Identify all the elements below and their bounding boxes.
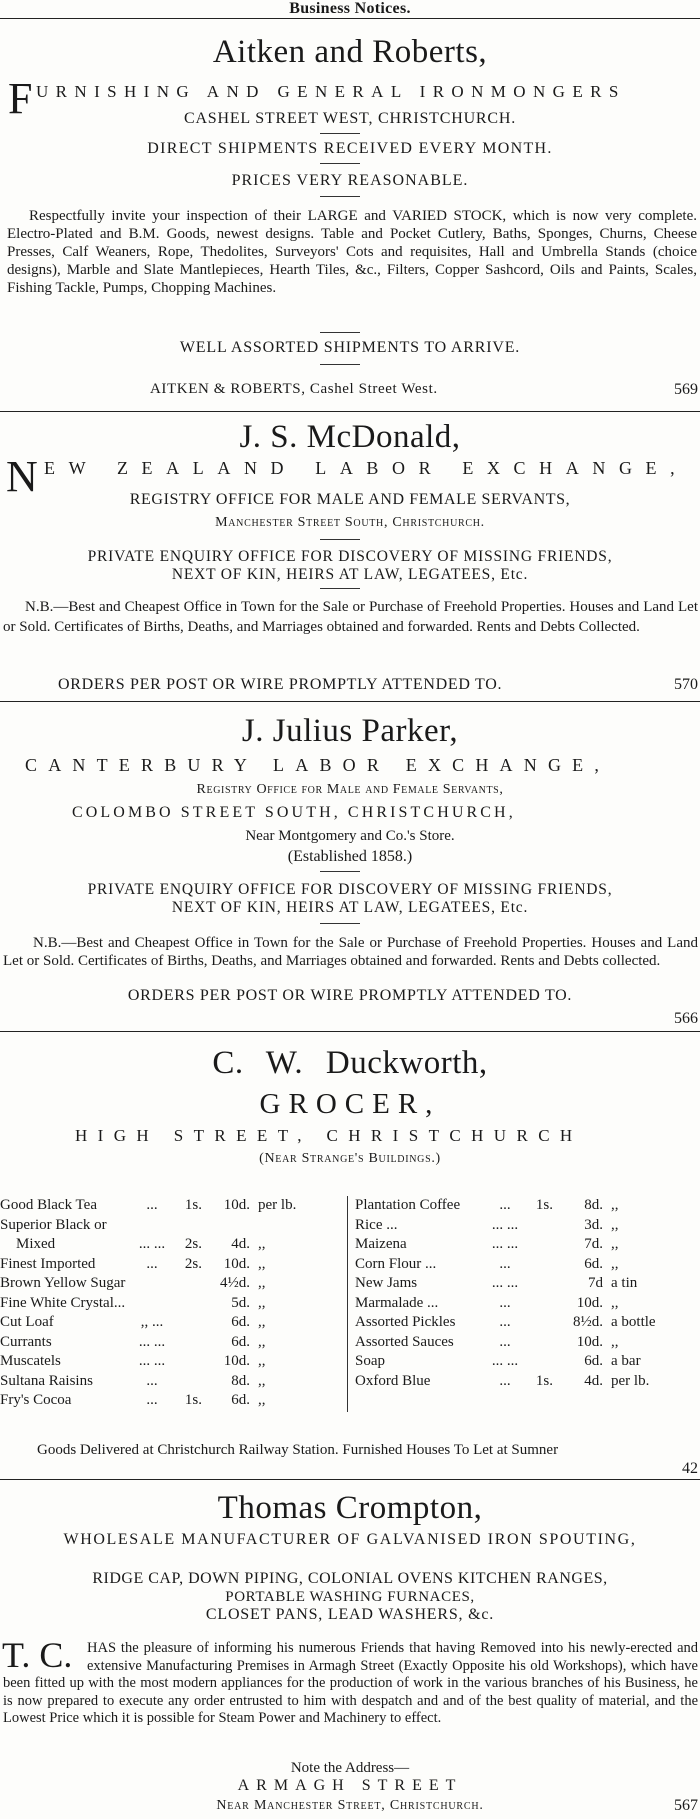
right-row [355, 1255, 691, 1275]
ad3-enquiry-a: PRIVATE ENQUIRY OFFICE FOR DISCOVERY OF MISSING FRIENDS, [87, 881, 613, 898]
item-pence: 7d. [584, 1236, 603, 1253]
item-name: Oxford Blue [355, 1372, 431, 1389]
ad2-address: Manchester Street South, Christchurch. [215, 515, 485, 530]
item-unit: ,, [611, 1294, 619, 1311]
ad5-line2: RIDGE CAP, DOWN PIPING, COLONIAL OVENS KITCHEN RANGES, [92, 1570, 608, 1587]
ad2-line1: EW ZEALAND LABOR EXCHANGE, [44, 458, 689, 478]
ad5-footer: Near Manchester Street, Christchurch. [216, 1798, 484, 1813]
item-leader: ... ... [138, 1333, 166, 1350]
left-row [0, 1274, 338, 1294]
item-name: Cut Loaf [0, 1314, 54, 1331]
ad1-body: Respectfully invite your inspection of their LARGE and VARIED STOCK, which is now very complete. Electro-Plated and B.M. Goods, newest designs. Table and Pocket Cutlery, Baths, Sponges, Churns, Cheese Presses, Calf Weaners, Rope, Thedolites, Surveyors' Cots and requisites, Hall and Umbrella Stands (choice designs), Marble and Slate Mantlepieces, Hearth Tiles, &c., Filters, Copper Sashcord, Oils and Paints, Scales, Fishing Tackle, Pumps, Chopping Machines. [7, 208, 697, 296]
item-pence: 7d [588, 1275, 603, 1292]
ad-divider-4 [0, 1479, 700, 1480]
ad5-street: ARMAGH STREET [237, 1777, 463, 1794]
ad2-registry: REGISTRY OFFICE FOR MALE AND FEMALE SERVANTS, [129, 491, 571, 508]
item-unit: ,, [258, 1275, 266, 1292]
item-pence [202, 1216, 258, 1236]
item-pence: 3d. [584, 1216, 603, 1233]
item-unit: ,, [611, 1255, 619, 1272]
item-unit: ,, [258, 1314, 266, 1331]
right-row [355, 1196, 691, 1216]
item-leader: ... [146, 1372, 158, 1389]
item-leader: ... [499, 1294, 511, 1311]
item-name: Currants [0, 1333, 52, 1350]
left-row [0, 1235, 338, 1255]
right-row [355, 1313, 691, 1333]
item-unit: ,, [258, 1392, 266, 1409]
ad2-enquiry-b: NEXT OF KIN, HEIRS AT LAW, LEGATEES, Etc. [171, 566, 529, 583]
item-pence: 5d. [231, 1294, 250, 1311]
item-shillings: 1s. [184, 1197, 202, 1214]
ad2-title: J. S. McDonald, [239, 419, 461, 455]
item-pence: 10d. [576, 1294, 603, 1311]
ad1-rule-a [320, 133, 360, 134]
item-pence: 4d. [584, 1372, 603, 1389]
left-row [0, 1255, 338, 1275]
ad5-number: 567 [674, 1797, 698, 1814]
left-row [0, 1333, 338, 1353]
item-leader: ... [499, 1333, 511, 1350]
item-name: New Jams [355, 1275, 418, 1292]
item-unit: ,, [258, 1236, 266, 1253]
ad-divider-1 [0, 411, 700, 412]
item-pence: 6d. [231, 1333, 250, 1350]
ad5-title: Thomas Crompton, [217, 1490, 483, 1526]
ad2-body: N.B.—Best and Cheapest Office in Town for the Sale or Purchase of Freehold Properties. Houses and Land Let or Sold. Certificates of Births, Deaths, and Marriages obtained and forwarded. Rents and Debts Collected. [3, 599, 698, 635]
item-pence: 8½d. [573, 1314, 603, 1331]
ad5-line3: PORTABLE WASHING FURNACES, [225, 1589, 475, 1605]
item-name: Mixed [16, 1236, 56, 1253]
left-row [0, 1294, 338, 1314]
ad4-title: C. W. Duckworth, [212, 1045, 488, 1081]
item-shillings [174, 1294, 202, 1314]
item-name: Superior Black or [0, 1216, 107, 1233]
ad1-drop-cap: F [8, 74, 33, 123]
item-pence: 6d. [231, 1392, 250, 1409]
item-name: Assorted Sauces [355, 1333, 454, 1350]
item-shillings [527, 1294, 553, 1314]
ad3-established: (Established 1858.) [287, 848, 413, 865]
item-pence: 10d. [223, 1353, 250, 1370]
ad2-number: 570 [674, 676, 698, 693]
item-shillings: 2s. [184, 1255, 202, 1272]
ad1-arrive: WELL ASSORTED SHIPMENTS TO ARRIVE. [179, 339, 521, 356]
item-unit: a bottle [611, 1314, 656, 1331]
item-leader: ... ... [491, 1353, 519, 1370]
ad1-number: 569 [674, 381, 698, 398]
item-name: Marmalade ... [355, 1294, 439, 1311]
item-pence: 10d. [576, 1333, 603, 1350]
item-leader: ... [146, 1197, 158, 1214]
ad3-registry: Registry Office for Male and Female Servants, [196, 782, 504, 797]
ad4-number: 42 [682, 1460, 698, 1477]
ad5-note: Note the Address— [290, 1760, 410, 1776]
ad3-title: J. Julius Parker, [241, 713, 459, 749]
item-shillings [527, 1274, 553, 1294]
ad4-near: (Near Strange's Buildings.) [259, 1151, 441, 1166]
item-shillings: 1s. [535, 1197, 553, 1214]
item-leader: ... ... [491, 1216, 519, 1233]
item-pence: 6d. [584, 1255, 603, 1272]
item-leader: ... [499, 1255, 511, 1272]
ad3-body: N.B.—Best and Cheapest Office in Town for the Sale or Purchase of Freehold Properties. Houses and Land Let or Sold. Certificates of Births, Deaths, and Marriages obtained and forwarded. Rents and Debts collected. [3, 935, 698, 969]
item-name: Corn Flour ... [355, 1255, 437, 1272]
right-row [355, 1274, 691, 1294]
left-row [0, 1216, 338, 1236]
item-leader: ... [499, 1314, 511, 1331]
ad4-body: Goods Delivered at Christchurch Railway Station. Furnished Houses To Let at Sumner [37, 1442, 559, 1458]
right-row [355, 1235, 691, 1255]
item-unit: ,, [258, 1294, 266, 1311]
ad-divider-3 [0, 1031, 700, 1032]
ad2-footer: ORDERS PER POST OR WIRE PROMPTLY ATTENDED TO. [58, 676, 503, 693]
item-leader [130, 1294, 174, 1314]
ad3-number: 566 [674, 1010, 698, 1027]
item-shillings: 2s. [184, 1236, 202, 1253]
item-pence: 4½d. [220, 1275, 250, 1292]
ad1-rule-e [320, 364, 360, 365]
price-list-left [0, 1196, 340, 1411]
item-shillings [527, 1216, 553, 1236]
ad5-body-text: HAS the pleasure of informing his numerous Friends that having Removed into his newly-erected and extensive Manufacturing Premises in Armagh Street (Exactly Opposite his old Workshops), which have been fitted up with the most modern appliances for the production of work in the various branches of his Business, he is now prepared to execute any order entrusted to him with despatch and and of the best quality of material, and the Lowest Price which it is possible for Steam Power and Machinery to effect. [3, 1640, 698, 1726]
item-shillings: 1s. [184, 1392, 202, 1409]
item-leader: ... [499, 1197, 511, 1214]
left-row [0, 1372, 338, 1392]
item-unit: per lb. [611, 1372, 650, 1389]
item-shillings [174, 1333, 202, 1353]
ad1-rule-c [320, 196, 360, 197]
item-name: Soap [355, 1353, 385, 1370]
ad-divider-2 [0, 701, 700, 702]
ad5-body-indent [3, 1640, 87, 1674]
ad2-drop-cap: N [6, 452, 38, 501]
item-leader: ,, ... [140, 1314, 164, 1331]
item-leader: ... ... [491, 1236, 519, 1253]
item-pence: 10d. [223, 1255, 250, 1272]
item-unit: ,, [611, 1236, 619, 1253]
ad1-line1: URNISHING AND GENERAL IRONMONGERS [36, 82, 626, 101]
item-shillings [527, 1235, 553, 1255]
left-row [0, 1196, 338, 1216]
item-unit: ,, [611, 1216, 619, 1233]
item-unit: ,, [258, 1353, 266, 1370]
item-shillings [527, 1313, 553, 1333]
price-list-divider [347, 1196, 348, 1412]
item-leader: ... [146, 1392, 158, 1409]
item-unit: ,, [258, 1333, 266, 1350]
item-name: Fine White Crystal... [0, 1294, 126, 1311]
ad5-drop-cap: T. C. [2, 1635, 73, 1675]
item-pence: 6d. [584, 1353, 603, 1370]
ad1-prices: PRICES VERY REASONABLE. [231, 172, 469, 189]
item-pence: 8d. [584, 1197, 603, 1214]
ad2-rule-b [320, 588, 360, 589]
ad3-footer: ORDERS PER POST OR WIRE PROMPTLY ATTENDED TO. [127, 987, 573, 1004]
item-unit: ,, [258, 1255, 266, 1272]
price-list-right [355, 1196, 700, 1391]
left-row [0, 1313, 338, 1333]
item-shillings [174, 1274, 202, 1294]
item-name: Maizena [355, 1236, 407, 1253]
ad1-footer: AITKEN & ROBERTS, Cashel Street West. [150, 381, 438, 397]
ad3-line1: CANTERBURY LABOR EXCHANGE, [25, 755, 611, 775]
page-header: Business Notices. [289, 0, 411, 17]
ad1-title: Aitken and Roberts, [212, 34, 488, 70]
item-pence: 10d. [223, 1197, 250, 1214]
item-unit: a bar [611, 1353, 641, 1370]
item-leader: ... [499, 1372, 511, 1389]
item-unit [258, 1216, 338, 1236]
item-name: Fry's Cocoa [0, 1392, 72, 1409]
ad3-enquiry-b: NEXT OF KIN, HEIRS AT LAW, LEGATEES, Etc. [171, 899, 529, 916]
right-row [355, 1372, 691, 1392]
ad5-line1: WHOLESALE MANUFACTURER OF GALVANISED IRON SPOUTING, [63, 1531, 637, 1548]
right-row [355, 1352, 691, 1372]
item-unit: ,, [611, 1333, 619, 1350]
item-pence: 4d. [231, 1236, 250, 1253]
ad3-address: COLOMBO STREET SOUTH, CHRISTCHURCH, [72, 804, 516, 821]
ad5-line4: CLOSET PANS, LEAD WASHERS, &c. [205, 1606, 495, 1623]
item-shillings [174, 1216, 202, 1236]
right-row [355, 1333, 691, 1353]
ad3-rule-a [320, 871, 360, 872]
item-leader: ... ... [138, 1353, 166, 1370]
item-name: Brown Yellow Sugar [0, 1275, 126, 1292]
item-shillings [527, 1352, 553, 1372]
item-leader [130, 1274, 174, 1294]
header-rule [0, 18, 700, 19]
item-shillings: 1s. [535, 1372, 553, 1389]
item-unit: a tin [611, 1275, 638, 1292]
item-shillings [174, 1352, 202, 1372]
ad1-rule-b [320, 163, 360, 164]
item-name: Assorted Pickles [355, 1314, 456, 1331]
item-name: Rice ... [355, 1216, 398, 1233]
item-shillings [527, 1333, 553, 1353]
right-row [355, 1216, 691, 1236]
item-shillings [527, 1255, 553, 1275]
ad1-address: CASHEL STREET WEST, CHRISTCHURCH. [183, 110, 517, 127]
ad4-subtitle: GROCER, [259, 1088, 441, 1120]
item-name: Sultana Raisins [0, 1372, 93, 1389]
item-leader: ... ... [138, 1236, 166, 1253]
item-name: Plantation Coffee [355, 1197, 461, 1214]
ad1-rule-d [320, 332, 360, 333]
ad1-shipments: DIRECT SHIPMENTS RECEIVED EVERY MONTH. [147, 140, 553, 157]
item-shillings [174, 1313, 202, 1333]
item-shillings [174, 1372, 202, 1392]
item-name: Good Black Tea [0, 1197, 97, 1214]
item-name: Muscatels [0, 1353, 61, 1370]
ad3-near: Near Montgomery and Co.'s Store. [245, 828, 455, 844]
ad4-street: HIGH STREET, CHRISTCHURCH [75, 1126, 583, 1145]
left-row [0, 1352, 338, 1372]
ad2-rule-a [320, 539, 360, 540]
item-leader [130, 1216, 174, 1236]
item-unit: ,, [611, 1197, 619, 1214]
ad3-rule-b [320, 923, 360, 924]
item-unit: ,, [258, 1372, 266, 1389]
ad5-body [3, 1640, 698, 1728]
item-pence: 6d. [231, 1314, 250, 1331]
left-row [0, 1391, 338, 1411]
ad2-enquiry-a: PRIVATE ENQUIRY OFFICE FOR DISCOVERY OF MISSING FRIENDS, [87, 548, 613, 565]
item-unit: per lb. [258, 1197, 297, 1214]
item-name: Finest Imported [0, 1255, 96, 1272]
right-row [355, 1294, 691, 1314]
item-leader: ... ... [491, 1275, 519, 1292]
item-pence: 8d. [231, 1372, 250, 1389]
item-leader: ... [146, 1255, 158, 1272]
